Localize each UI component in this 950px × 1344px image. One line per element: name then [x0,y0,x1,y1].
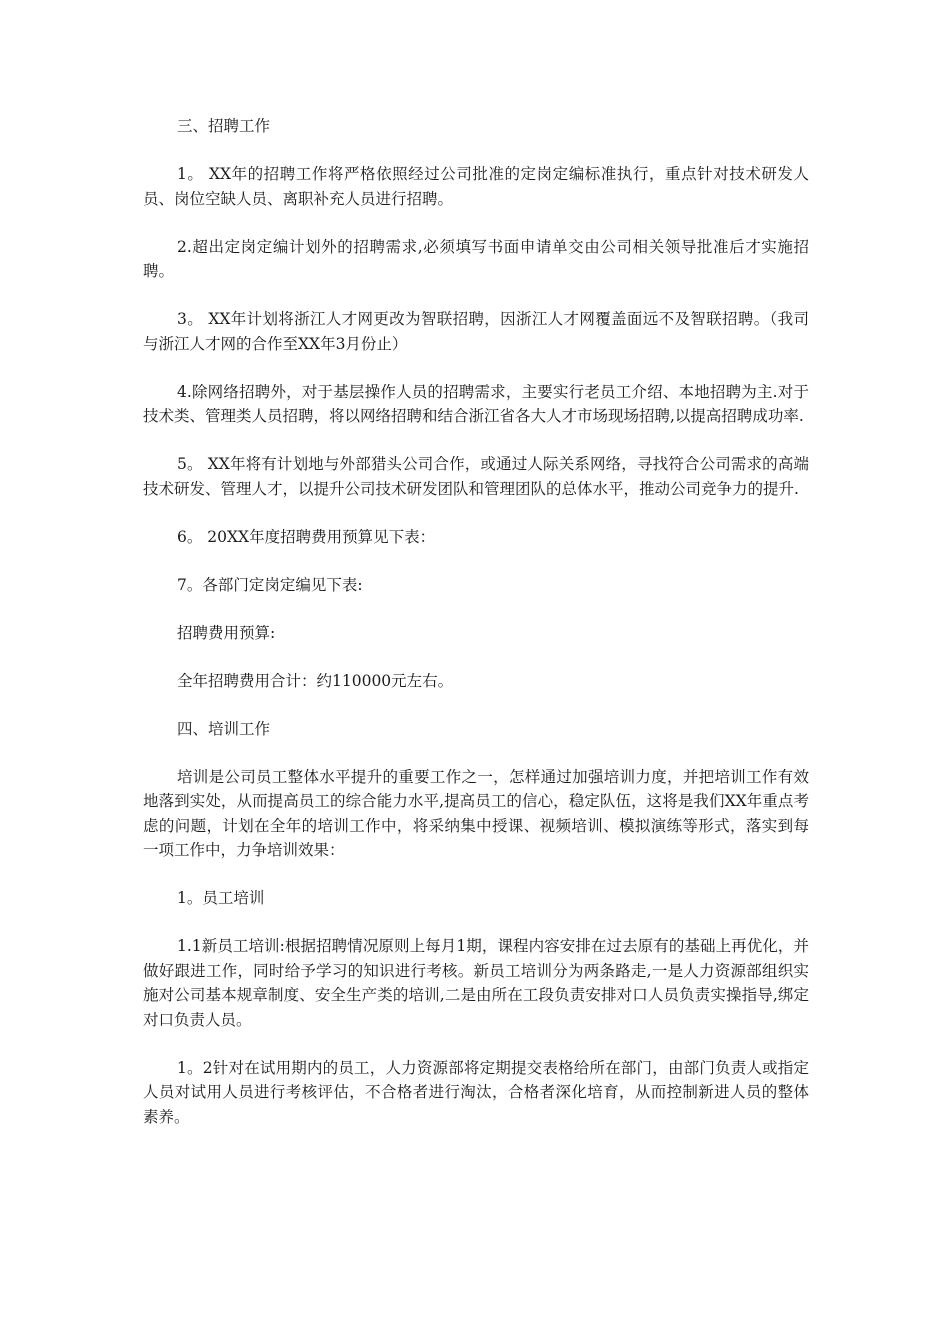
paragraph-training-intro: 培训是公司员工整体水平提升的重要工作之一，怎样通过加强培训力度，并把培训工作有效地落到实处，从而提高员工的综合能力水平,提高员工的信心，稳定队伍，这将是我们XX年重点考虑的问题，计划在全年的培训工作中，将采纳集中授课、视频培训、模拟演练等形式，落实到每一项工作中，力争培训效果： [143,767,809,859]
document-body [143,114,809,1153]
paragraph-budget-total: 全年招聘费用合计：约110000元左右。 [177,671,454,690]
section-heading-recruitment: 三、招聘工作 [177,117,271,135]
paragraph-recruitment-7: 7。各部门定岗定编见下表: [177,575,363,594]
paragraph-recruitment-2: 2.超出定岗定编计划外的招聘需求,必须填写书面申请单交由公司相关领导批准后才实施招聘。 [143,237,809,280]
paragraph-training-1-1: 1.1新员工培训:根据招聘情况原则上每月1期，课程内容安排在过去原有的基础上再优化，并做好跟进工作，同时给予学习的知识进行考核。新员工培训分为两条路走,一是人力资源部组织实施对公司基本规章制度、安全生产类的培训,二是由所在工段负责安排对口人员负责实操指导,绑定对口负责人员。 [143,937,809,1029]
paragraph-recruitment-5: 5。 XX年将有计划地与外部猎头公司合作，或通过人际关系网络，寻找符合公司需求的高端技术研发、管理人才，以提升公司技术研发团队和管理团队的总体水平，推动公司竞争力的提升. [143,455,809,498]
paragraph-recruitment-1: 1。 XX年的招聘工作将严格依照经过公司批准的定岗定编标准执行，重点针对技术研发人员、岗位空缺人员、离职补充人员进行招聘。 [143,165,809,208]
subheading-employee-training: 1。员工培训 [177,889,265,907]
paragraph-recruitment-4: 4.除网络招聘外，对于基层操作人员的招聘需求，主要实行老员工介绍、本地招聘为主.对于技术类、管理类人员招聘，将以网络招聘和结合浙江省各大人才市场现场招聘,以提高招聘成功率. [143,382,809,425]
paragraph-recruitment-6: 6。 20XX年度招聘费用预算见下表： [177,527,436,546]
paragraph-recruitment-3: 3。 XX年计划将浙江人才网更改为智联招聘，因浙江人才网覆盖面远不及智联招聘。（我司与浙江人才网的合作至XX年3月份止） [143,310,809,353]
section-heading-training: 四、培训工作 [177,719,271,738]
paragraph-budget-label: 招聘费用预算: [177,623,276,642]
paragraph-training-1-2: 1。2针对在试用期内的员工，人力资源部将定期提交表格给所在部门，由部门负责人或指定人员对试用人员进行考核评估，不合格者进行淘汰，合格者深化培育，从而控制新进人员的整体素养。 [143,1058,809,1126]
